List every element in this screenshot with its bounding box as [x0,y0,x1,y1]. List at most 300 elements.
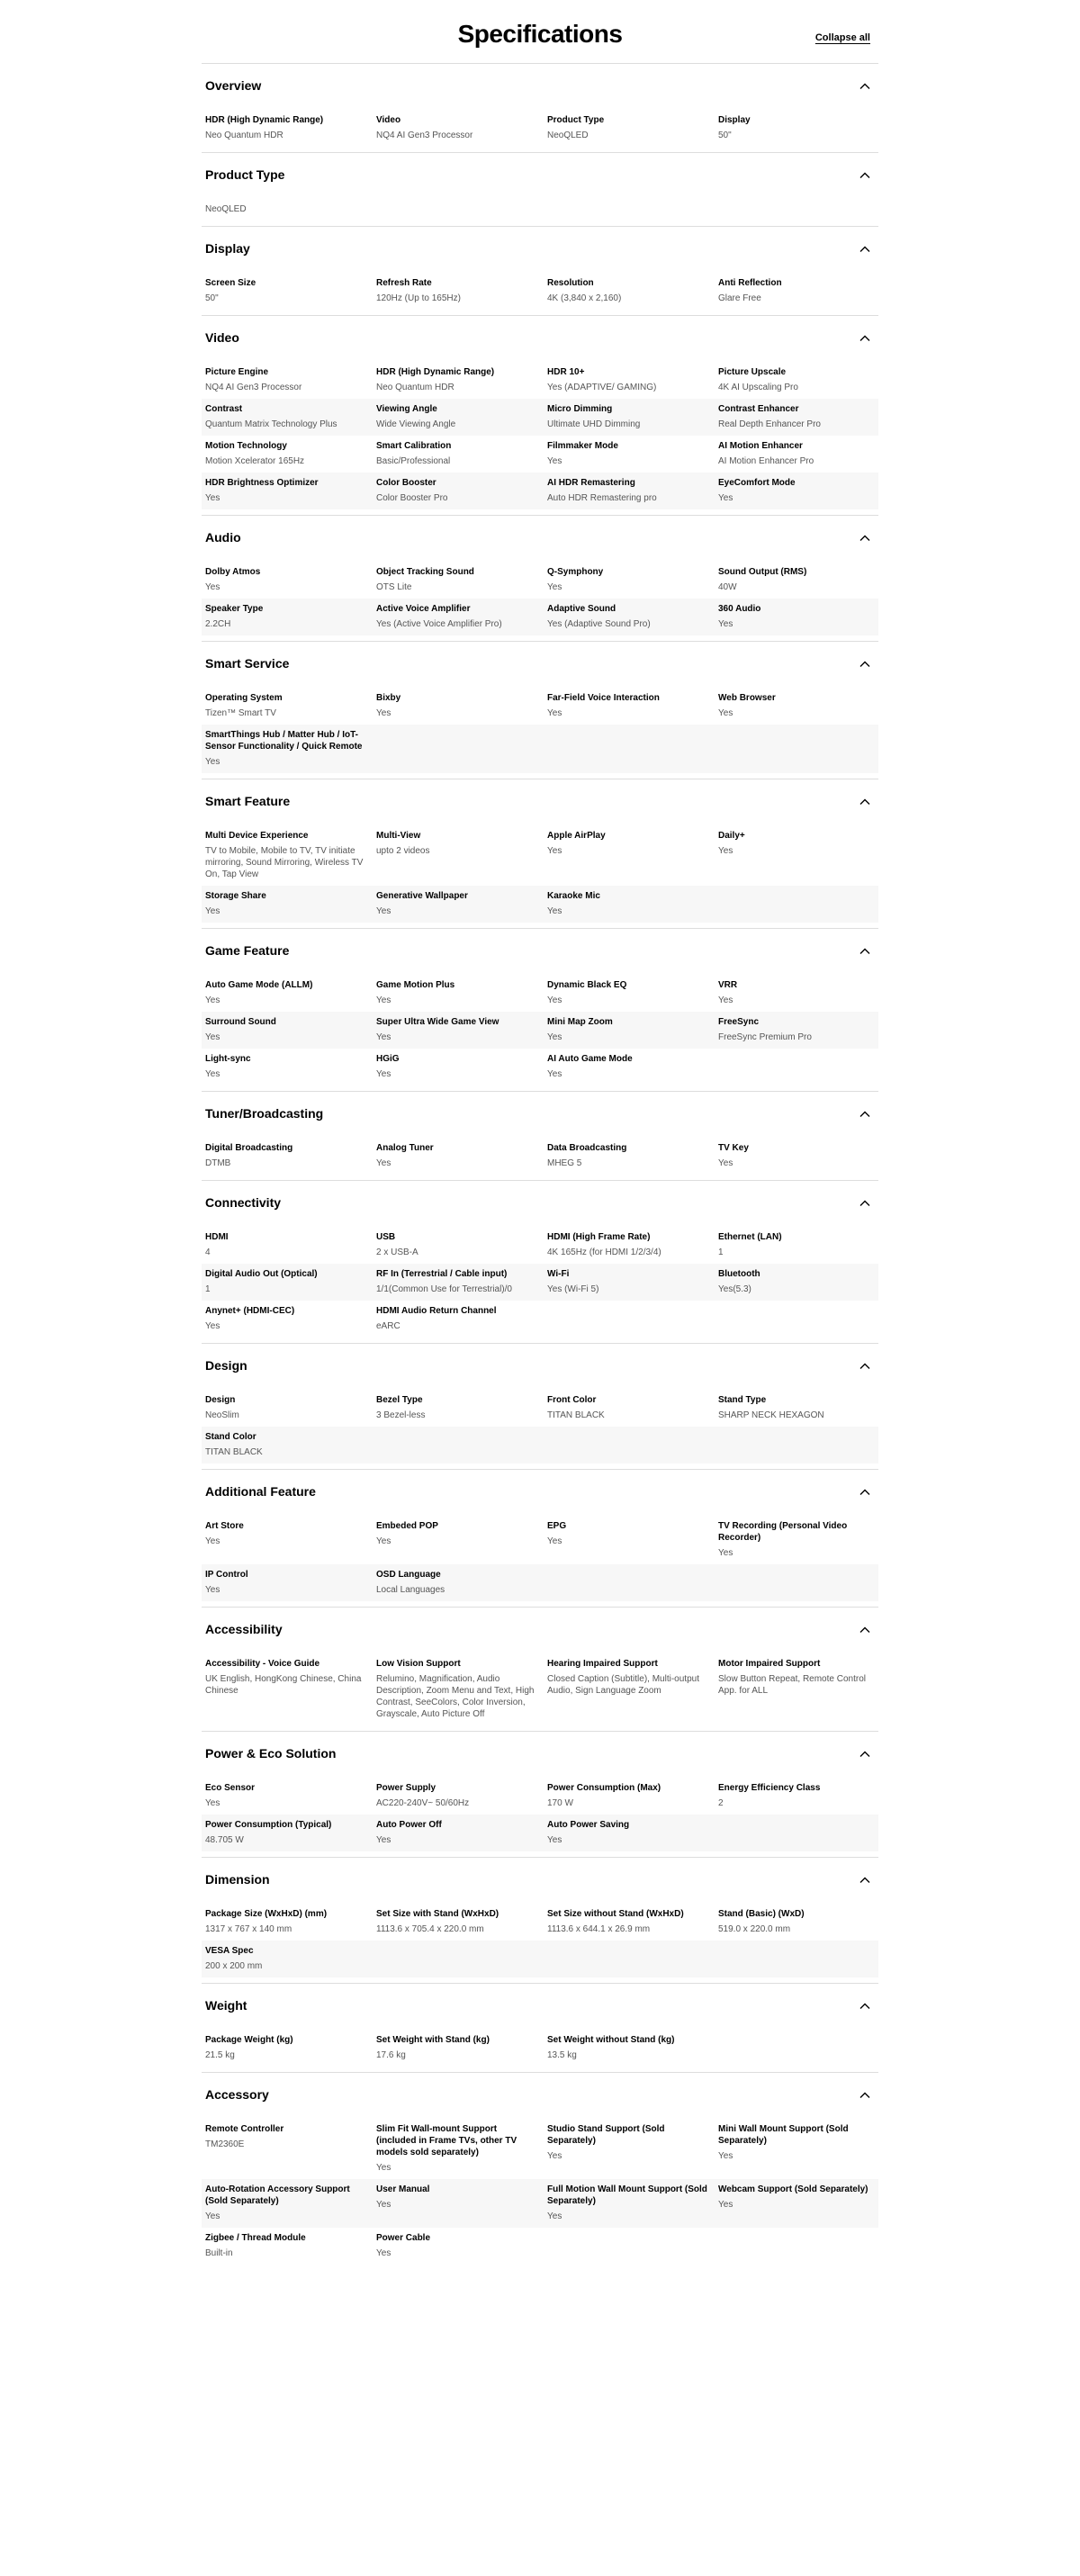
chevron-up-icon[interactable] [859,1197,871,1210]
chevron-up-icon[interactable] [859,1360,871,1373]
spec-label: Surround Sound [205,1017,276,1027]
spec-item [718,1016,889,1043]
spec-value: Built-in [205,2248,233,2258]
spec-row [202,886,878,923]
spec-label: Power Consumption (Max) [547,1783,662,1793]
spec-label: Super Ultra Wide Game View [376,1017,500,1027]
spec-row [202,562,878,599]
spec-item [205,603,376,630]
spec-section-design [202,1343,878,1469]
spec-item [205,2034,376,2061]
section-header[interactable] [202,929,878,975]
spec-label: VRR [718,980,738,990]
spec-value: Yes (Adaptive Sound Pro) [547,619,651,629]
chevron-up-icon[interactable] [859,945,871,958]
spec-row [202,399,878,436]
spec-label: Full Motion Wall Mount Support (Sold Separately) [547,2184,707,2206]
spec-label: HDR (High Dynamic Range) [205,115,324,125]
spec-label: Motion Technology [205,441,287,451]
spec-label: Contrast [205,404,243,414]
spec-label: Data Broadcasting [547,1143,627,1153]
chevron-up-icon[interactable] [859,796,871,808]
spec-value: NeoQLED [547,131,589,140]
spec-value: Closed Caption (Subtitle), Multi-output Audio, Sign Language Zoom [547,1674,699,1696]
chevron-up-icon[interactable] [859,243,871,256]
spec-item [205,403,376,430]
spec-label: HDMI Audio Return Channel [376,1306,497,1316]
chevron-up-icon[interactable] [859,169,871,182]
spec-value: 1113.6 x 644.1 x 26.9 mm [547,1924,651,1934]
spec-item [718,1782,889,1809]
spec-value: upto 2 videos [376,846,430,856]
spec-value: Yes [547,1536,562,1546]
spec-item [205,1053,376,1080]
spec-value: NQ4 AI Gen3 Processor [205,383,302,392]
spec-value: Yes [205,1585,220,1595]
section-title: Overview [205,78,262,93]
spec-item [376,1569,547,1596]
spec-label: Set Weight with Stand (kg) [376,2035,490,2045]
spec-label: IP Control [205,1570,248,1580]
section-header[interactable] [202,153,878,199]
spec-row [202,1815,878,1851]
spec-label: Set Size without Stand (WxHxD) [547,1909,684,1919]
spec-value: Yes [205,582,220,592]
section-header[interactable] [202,642,878,688]
chevron-up-icon[interactable] [859,80,871,93]
spec-value: Auto HDR Remastering pro [547,493,657,503]
spec-item [376,277,547,304]
spec-item [376,366,547,393]
spec-item [718,1142,889,1169]
section-title: Video [205,330,239,345]
spec-value: Yes [376,1032,392,1042]
spec-label: Display [718,115,751,125]
spec-item [205,566,376,593]
section-header[interactable] [202,516,878,562]
spec-rows [202,1138,878,1180]
spec-section-game-feature [202,928,878,1091]
section-header[interactable] [202,227,878,273]
spec-item [205,1520,376,1559]
section-header[interactable] [202,1092,878,1138]
section-title: Display [205,241,250,256]
spec-label: Power Supply [376,1783,436,1793]
section-header[interactable] [202,1984,878,2030]
spec-item [718,603,889,630]
spec-label: Refresh Rate [376,278,432,288]
spec-label: Energy Efficiency Class [718,1783,821,1793]
section-header[interactable] [202,1858,878,1904]
section-header[interactable] [202,1732,878,1778]
spec-value: 3 Bezel-less [376,1410,426,1420]
spec-value: SHARP NECK HEXAGON [718,1410,824,1420]
spec-item [376,1305,547,1332]
spec-item [376,979,547,1006]
spec-item [718,1520,889,1559]
section-title: Accessibility [205,1622,283,1636]
spec-label: Daily+ [718,831,745,841]
spec-value: Yes [205,757,220,767]
spec-value: AI Motion Enhancer Pro [718,456,814,466]
spec-label: Auto-Rotation Accessory Support (Sold Separately) [205,2184,350,2206]
spec-value: 2 [718,1798,724,1808]
spec-item [376,692,547,719]
spec-value: Yes [205,1798,220,1808]
spec-item [547,1142,718,1169]
spec-value: 1113.6 x 705.4 x 220.0 mm [376,1924,484,1934]
spec-item [718,2184,889,2222]
spec-item [547,1908,718,1935]
spec-rows [202,825,878,928]
spec-label: Stand Color [205,1432,256,1442]
spec-value: 13.5 kg [547,2050,577,2060]
spec-label: Auto Power Off [376,1820,442,1830]
spec-item [376,477,547,504]
spec-row [202,1778,878,1815]
spec-rows [202,1904,878,1983]
spec-rows [202,273,878,315]
spec-label: Screen Size [205,278,256,288]
spec-item [205,1268,376,1295]
section-header[interactable] [202,2073,878,2119]
spec-value: Yes [547,2151,562,2161]
spec-item [718,1908,889,1935]
spec-value: 40W [718,582,737,592]
spec-item [205,1016,376,1043]
spec-row [202,473,878,509]
spec-section-accessibility [202,1607,878,1731]
spec-item [205,1782,376,1809]
spec-value: Yes [547,708,562,718]
spec-item [376,403,547,430]
spec-item [376,830,547,880]
section-header[interactable] [202,1608,878,1653]
spec-row [202,1564,878,1601]
spec-value: 170 W [547,1798,573,1808]
spec-value: TV to Mobile, Mobile to TV, TV initiate mirroring, Sound Mirroring, Wireless TV On, Tap View [205,846,364,879]
spec-row [202,1264,878,1301]
spec-row [202,1049,878,1085]
spec-row [202,1390,878,1427]
spec-rows [202,975,878,1091]
spec-value: Ultimate UHD Dimming [547,419,641,429]
spec-item [547,440,718,467]
spec-item [547,1231,718,1258]
spec-label: Resolution [547,278,594,288]
spec-item [718,440,889,467]
section-title: Accessory [205,2087,269,2102]
spec-value: 1 [205,1284,211,1294]
spec-label: Auto Game Mode (ALLM) [205,980,313,990]
spec-label: Apple AirPlay [547,831,606,841]
spec-section-power-eco-solution [202,1731,878,1857]
spec-row [202,599,878,635]
spec-label: EPG [547,1521,567,1531]
spec-item [547,1658,718,1720]
spec-item [547,1394,718,1421]
spec-label: Slim Fit Wall-mount Support (included in Frame TVs, other TV models sold separately) [376,2124,518,2157]
spec-label: Video [376,115,401,125]
spec-value: Tizen™ Smart TV [205,708,276,718]
chevron-up-icon[interactable] [859,2089,871,2102]
spec-value: Yes (ADAPTIVE/ GAMING) [547,383,657,392]
spec-value: TITAN BLACK [205,1447,263,1457]
spec-value: 2 x USB-A [376,1247,418,1257]
spec-value: Yes [718,1548,734,1558]
spec-value: 1 [718,1247,724,1257]
spec-item [718,1658,889,1720]
spec-rows [202,1653,878,1731]
spec-value: Glare Free [718,293,761,303]
chevron-up-icon[interactable] [859,1486,871,1499]
spec-item [547,1053,718,1080]
spec-row [202,1941,878,1977]
spec-rows [202,1390,878,1469]
spec-item [205,477,376,504]
spec-section-tuner-broadcasting [202,1091,878,1180]
spec-label: HDMI (High Frame Rate) [547,1232,651,1242]
spec-label: Mini Wall Mount Support (Sold Separately) [718,2124,849,2146]
spec-item [376,1819,547,1846]
spec-item [547,1016,718,1043]
spec-item [205,1945,376,1972]
spec-label: Zigbee / Thread Module [205,2233,306,2243]
spec-value: Yes [547,582,562,592]
spec-item [547,2184,718,2222]
chevron-up-icon[interactable] [859,1624,871,1636]
section-header[interactable] [202,1470,878,1516]
spec-value: 4K 165Hz (for HDMI 1/2/3/4) [547,1247,662,1257]
spec-item [547,830,718,880]
section-title: Design [205,1358,248,1373]
chevron-up-icon[interactable] [859,1748,871,1761]
spec-value: NQ4 AI Gen3 Processor [376,131,473,140]
spec-value: Yes [205,1536,220,1546]
spec-label: Wi-Fi [547,1269,570,1279]
spec-section-video [202,315,878,515]
spec-value: Yes [718,708,734,718]
chevron-up-icon[interactable] [859,1108,871,1121]
spec-label: Studio Stand Support (Sold Separately) [547,2124,665,2146]
spec-rows [202,1227,878,1343]
spec-value: 200 x 200 mm [205,1961,263,1971]
spec-row [202,2179,878,2228]
spec-value: Yes [547,456,562,466]
spec-label: TV Key [718,1143,749,1153]
spec-label: Auto Power Saving [547,1820,630,1830]
spec-label: Far-Field Voice Interaction [547,693,660,703]
spec-item [205,1819,376,1846]
spec-item [205,277,376,304]
spec-rows [202,562,878,641]
section-header[interactable] [202,1181,878,1227]
spec-item [376,1520,547,1559]
collapse-all-button[interactable]: Collapse all [814,32,870,43]
spec-item [718,277,889,304]
spec-value: Yes [376,708,392,718]
spec-item [718,1231,889,1258]
spec-value: 4 [205,1247,211,1257]
spec-item [376,1782,547,1809]
spec-value: 4K (3,840 x 2,160) [547,293,622,303]
section-header[interactable] [202,64,878,110]
spec-label: Generative Wallpaper [376,891,468,901]
spec-section-display [202,226,878,315]
spec-value: Yes [205,1032,220,1042]
spec-label: Speaker Type [205,604,264,614]
spec-value: Yes [718,493,734,503]
spec-label: Digital Audio Out (Optical) [205,1269,318,1279]
chevron-up-icon[interactable] [859,2000,871,2013]
spec-value: Yes [547,995,562,1005]
spec-value: Color Booster Pro [376,493,448,503]
spec-row [202,2119,878,2179]
spec-label: Anti Reflection [718,278,782,288]
spec-label: Package Size (WxHxD) (mm) [205,1909,328,1919]
spec-label: Smart Calibration [376,441,452,451]
spec-item [547,1782,718,1809]
spec-item [376,2123,547,2174]
spec-value: 50" [718,131,732,140]
spec-label: Karaoke Mic [547,891,600,901]
spec-label: Adaptive Sound [547,604,616,614]
section-header[interactable] [202,1344,878,1390]
spec-item [205,2232,376,2259]
spec-value: Wide Viewing Angle [376,419,456,429]
spec-item [718,692,889,719]
spec-label: Stand Type [718,1395,767,1405]
spec-label: User Manual [376,2184,430,2194]
spec-row [202,1227,878,1264]
spec-label: HGiG [376,1054,400,1064]
spec-row [202,1138,878,1175]
spec-value: Yes [376,906,392,916]
spec-value: Neo Quantum HDR [376,383,454,392]
spec-item [547,477,718,504]
spec-item [205,1231,376,1258]
spec-value: Yes [376,1158,392,1168]
section-title: Connectivity [205,1195,282,1210]
spec-row [202,1427,878,1464]
spec-label: Front Color [547,1395,597,1405]
spec-row [202,1301,878,1338]
spec-item [547,1268,718,1295]
spec-label: VESA Spec [205,1946,254,1956]
spec-item [205,729,376,768]
spec-section-accessory [202,2072,878,2270]
spec-value: OTS Lite [376,582,412,592]
spec-item [205,1431,376,1458]
chevron-up-icon[interactable] [859,332,871,345]
spec-label: Contrast Enhancer [718,404,799,414]
spec-section-additional-feature [202,1469,878,1607]
spec-value: Yes [547,846,562,856]
spec-value: Yes [547,1032,562,1042]
spec-value: Yes [718,846,734,856]
section-header[interactable] [202,316,878,362]
spec-item [205,114,376,141]
spec-label: Multi Device Experience [205,831,309,841]
spec-row [202,2030,878,2067]
chevron-up-icon[interactable] [859,1874,871,1887]
spec-label: Bixby [376,693,401,703]
spec-value: Yes [205,1321,220,1331]
spec-value: 48.705 W [205,1835,244,1845]
spec-item [718,1394,889,1421]
spec-value: Yes [718,1158,734,1168]
spec-value: 120Hz (Up to 165Hz) [376,293,461,303]
section-title: Smart Service [205,656,290,671]
spec-label: TV Recording (Personal Video Recorder) [718,1521,848,1543]
spec-label: Webcam Support (Sold Separately) [718,2184,868,2194]
spec-item [205,203,376,215]
spec-item [205,890,376,917]
spec-item [718,366,889,393]
spec-section-overview [202,63,878,152]
spec-row [202,1653,878,1725]
spec-label: Q-Symphony [547,567,604,577]
spec-label: SmartThings Hub / Matter Hub / IoT-Sensor Functionality / Quick Remote [205,730,363,752]
spec-item [376,440,547,467]
spec-label: Filmmaker Mode [547,441,618,451]
page-title: Specifications [457,20,623,48]
spec-label: AI Motion Enhancer [718,441,803,451]
chevron-up-icon[interactable] [859,532,871,545]
section-title: Power & Eco Solution [205,1746,337,1761]
spec-item [376,1658,547,1720]
spec-value: DTMB [205,1158,231,1168]
spec-row [202,199,878,221]
spec-item [205,1142,376,1169]
spec-label: Motor Impaired Support [718,1659,821,1669]
spec-label: Light-sync [205,1054,251,1064]
spec-value: eARC [376,1321,400,1331]
chevron-up-icon[interactable] [859,658,871,671]
spec-label: AI HDR Remastering [547,478,635,488]
spec-label: Storage Share [205,891,266,901]
spec-item [205,440,376,467]
spec-value: Yes [205,906,220,916]
spec-item [547,890,718,917]
spec-label: Embeded POP [376,1521,438,1531]
spec-item [376,2184,547,2222]
spec-value: Motion Xcelerator 165Hz [205,456,305,466]
spec-label: Product Type [547,115,605,125]
spec-row [202,110,878,147]
spec-label: AI Auto Game Mode [547,1054,633,1064]
section-header[interactable] [202,779,878,825]
spec-value: Relumino, Magnification, Audio Description, Zoom Menu and Text, High Contrast, SeeColors, Color Inversion, Grayscale, Auto Picture Off [376,1674,535,1719]
spec-item [718,830,889,880]
spec-value: Yes [376,2200,392,2210]
spec-value: Yes [205,995,220,1005]
spec-label: Micro Dimming [547,404,613,414]
spec-label: Sound Output (RMS) [718,567,807,577]
spec-value: Yes [205,493,220,503]
spec-row [202,362,878,399]
spec-label: EyeComfort Mode [718,478,796,488]
spec-item [718,1268,889,1295]
spec-label: Analog Tuner [376,1143,434,1153]
spec-value: TITAN BLACK [547,1410,605,1420]
spec-label: OSD Language [376,1570,441,1580]
spec-value: Quantum Matrix Technology Plus [205,419,338,429]
spec-value: Yes [718,2200,734,2210]
spec-label: Multi-View [376,831,421,841]
spec-value: Yes [547,906,562,916]
spec-row [202,2228,878,2265]
